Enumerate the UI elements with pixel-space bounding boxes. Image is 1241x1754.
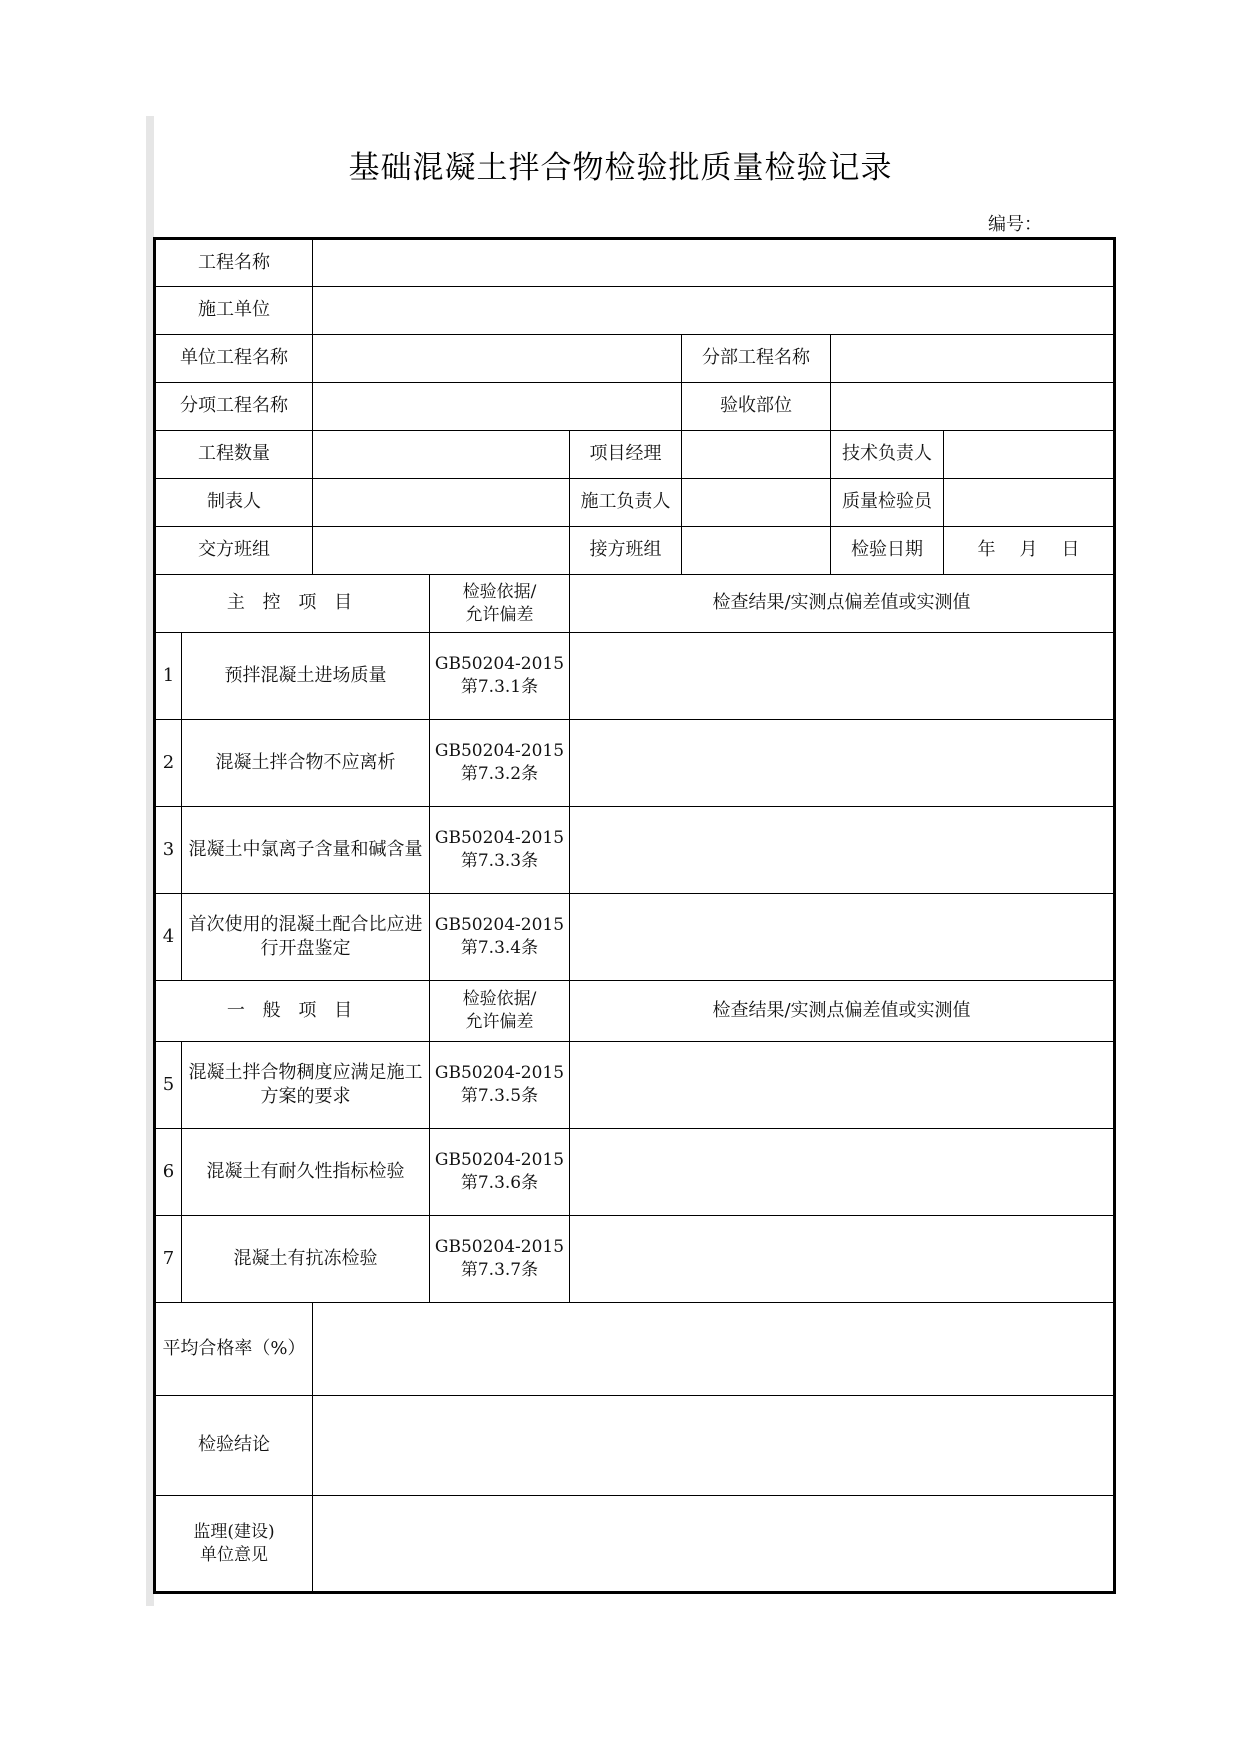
item-name: 预拌混凝土进场质量 <box>182 633 430 720</box>
item-basis <box>430 894 570 981</box>
inspection-date-value[interactable] <box>944 527 1115 575</box>
row-tabulator <box>155 479 1115 527</box>
row-inspection-conclusion <box>155 1396 1115 1496</box>
item-result[interactable] <box>570 1216 1115 1303</box>
item-number: 7 <box>155 1216 182 1303</box>
form-title: 基础混凝土拌合物检验批质量检验记录 <box>348 150 893 186</box>
item-basis <box>430 807 570 894</box>
basis-clause: 第7.3.3条 <box>460 851 539 871</box>
project-name-value[interactable] <box>313 239 1115 287</box>
item-basis <box>430 1129 570 1216</box>
item-number: 3 <box>155 807 182 894</box>
item-number: 1 <box>155 633 182 720</box>
basis-standard: GB50204-2015 <box>434 1237 565 1258</box>
item-number: 4 <box>155 894 182 981</box>
tabulator-label: 制表人 <box>155 479 313 527</box>
item-result[interactable] <box>570 807 1115 894</box>
inspection-date-label: 检验日期 <box>831 527 944 575</box>
basis-standard: GB50204-2015 <box>434 1063 565 1084</box>
main-control-result-header: 检查结果/实测点偏差值或实测值 <box>570 575 1115 633</box>
construction-unit-value[interactable] <box>313 287 1115 335</box>
subitem-project-name-value[interactable] <box>313 383 682 431</box>
basis-clause: 第7.3.7条 <box>460 1260 539 1280</box>
average-pass-rate-value[interactable] <box>313 1303 1115 1396</box>
general-section-label: 一 般 项 目 <box>155 981 430 1042</box>
table-row <box>155 894 1115 981</box>
acceptance-part-label: 验收部位 <box>682 383 831 431</box>
tabulator-value[interactable] <box>313 479 570 527</box>
document-number <box>988 210 1082 236</box>
basis-header-line2: 允许偏差 <box>465 1012 534 1032</box>
project-manager-value[interactable] <box>682 431 831 479</box>
general-basis-header <box>430 981 570 1042</box>
item-name: 混凝土中氯离子含量和碱含量 <box>182 807 430 894</box>
project-quantity-label: 工程数量 <box>155 431 313 479</box>
unit-project-name-value[interactable] <box>313 335 682 383</box>
general-header-row <box>155 981 1115 1042</box>
main-control-basis-header <box>430 575 570 633</box>
item-name: 首次使用的混凝土配合比应进行开盘鉴定 <box>182 894 430 981</box>
handover-team-label: 交方班组 <box>155 527 313 575</box>
date-year: 年 <box>977 539 996 561</box>
row-handover <box>155 527 1115 575</box>
basis-header-line1: 检验依据/ <box>462 989 537 1010</box>
basis-standard: GB50204-2015 <box>434 741 565 762</box>
item-basis <box>430 1216 570 1303</box>
basis-clause: 第7.3.1条 <box>460 677 539 697</box>
supervision-opinion-line1: 监理(建设) <box>193 1521 275 1542</box>
basis-clause: 第7.3.5条 <box>460 1086 539 1106</box>
item-name: 混凝土拌合物稠度应满足施工方案的要求 <box>182 1042 430 1129</box>
item-result[interactable] <box>570 633 1115 720</box>
item-number: 6 <box>155 1129 182 1216</box>
item-number: 5 <box>155 1042 182 1129</box>
item-result[interactable] <box>570 1042 1115 1129</box>
item-basis <box>430 1042 570 1129</box>
item-basis <box>430 633 570 720</box>
construction-unit-label: 施工单位 <box>155 287 313 335</box>
row-subitem-project <box>155 383 1115 431</box>
basis-standard: GB50204-2015 <box>434 654 565 675</box>
item-basis <box>430 720 570 807</box>
receiving-team-value[interactable] <box>682 527 831 575</box>
basis-standard: GB50204-2015 <box>434 1150 565 1171</box>
item-result[interactable] <box>570 1129 1115 1216</box>
date-day: 日 <box>1061 539 1080 561</box>
row-unit-project <box>155 335 1115 383</box>
inspection-conclusion-label: 检验结论 <box>155 1396 313 1496</box>
item-name: 混凝土拌合物不应离析 <box>182 720 430 807</box>
table-row <box>155 1042 1115 1129</box>
project-quantity-value[interactable] <box>313 431 570 479</box>
inspection-record-table <box>153 237 1116 1594</box>
receiving-team-label: 接方班组 <box>570 527 682 575</box>
row-project-name <box>155 239 1115 287</box>
row-quantity <box>155 431 1115 479</box>
project-name-label: 工程名称 <box>155 239 313 287</box>
average-pass-rate-label: 平均合格率（%） <box>155 1303 313 1396</box>
unit-project-name-label: 单位工程名称 <box>155 335 313 383</box>
row-construction-unit <box>155 287 1115 335</box>
quality-inspector-label: 质量检验员 <box>831 479 944 527</box>
table-row <box>155 1216 1115 1303</box>
project-manager-label: 项目经理 <box>570 431 682 479</box>
supervision-opinion-line2: 单位意见 <box>200 1544 268 1565</box>
general-result-header: 检查结果/实测点偏差值或实测值 <box>570 981 1115 1042</box>
document-number-label: 编号： <box>988 214 1042 235</box>
quality-inspector-value[interactable] <box>944 479 1115 527</box>
table-row <box>155 1129 1115 1216</box>
main-control-header-row <box>155 575 1115 633</box>
supervision-opinion-value[interactable] <box>313 1496 1115 1593</box>
table-row <box>155 720 1115 807</box>
table-row <box>155 807 1115 894</box>
main-control-section-label: 主 控 项 目 <box>155 575 430 633</box>
item-name: 混凝土有抗冻检验 <box>182 1216 430 1303</box>
basis-header-line1: 检验依据/ <box>462 581 537 602</box>
item-number: 2 <box>155 720 182 807</box>
basis-clause: 第7.3.4条 <box>460 938 539 958</box>
basis-clause: 第7.3.6条 <box>460 1173 539 1193</box>
basis-standard: GB50204-2015 <box>434 828 565 849</box>
construction-leader-label: 施工负责人 <box>570 479 682 527</box>
subdivision-project-name-value[interactable] <box>831 335 1115 383</box>
supervision-opinion-label <box>155 1496 313 1593</box>
subdivision-project-name-label: 分部工程名称 <box>682 335 831 383</box>
date-month: 月 <box>1019 539 1038 561</box>
item-name: 混凝土有耐久性指标检验 <box>182 1129 430 1216</box>
subitem-project-name-label: 分项工程名称 <box>155 383 313 431</box>
technical-leader-value[interactable] <box>944 431 1115 479</box>
construction-leader-value[interactable] <box>682 479 831 527</box>
acceptance-part-value[interactable] <box>831 383 1115 431</box>
technical-leader-label: 技术负责人 <box>831 431 944 479</box>
handover-team-value[interactable] <box>313 527 570 575</box>
row-supervision-opinion <box>155 1496 1115 1593</box>
item-result[interactable] <box>570 894 1115 981</box>
basis-clause: 第7.3.2条 <box>460 764 539 784</box>
basis-standard: GB50204-2015 <box>434 915 565 936</box>
item-result[interactable] <box>570 720 1115 807</box>
inspection-conclusion-value[interactable] <box>313 1396 1115 1496</box>
table-row <box>155 633 1115 720</box>
row-average-pass-rate <box>155 1303 1115 1396</box>
basis-header-line2: 允许偏差 <box>465 604 534 625</box>
